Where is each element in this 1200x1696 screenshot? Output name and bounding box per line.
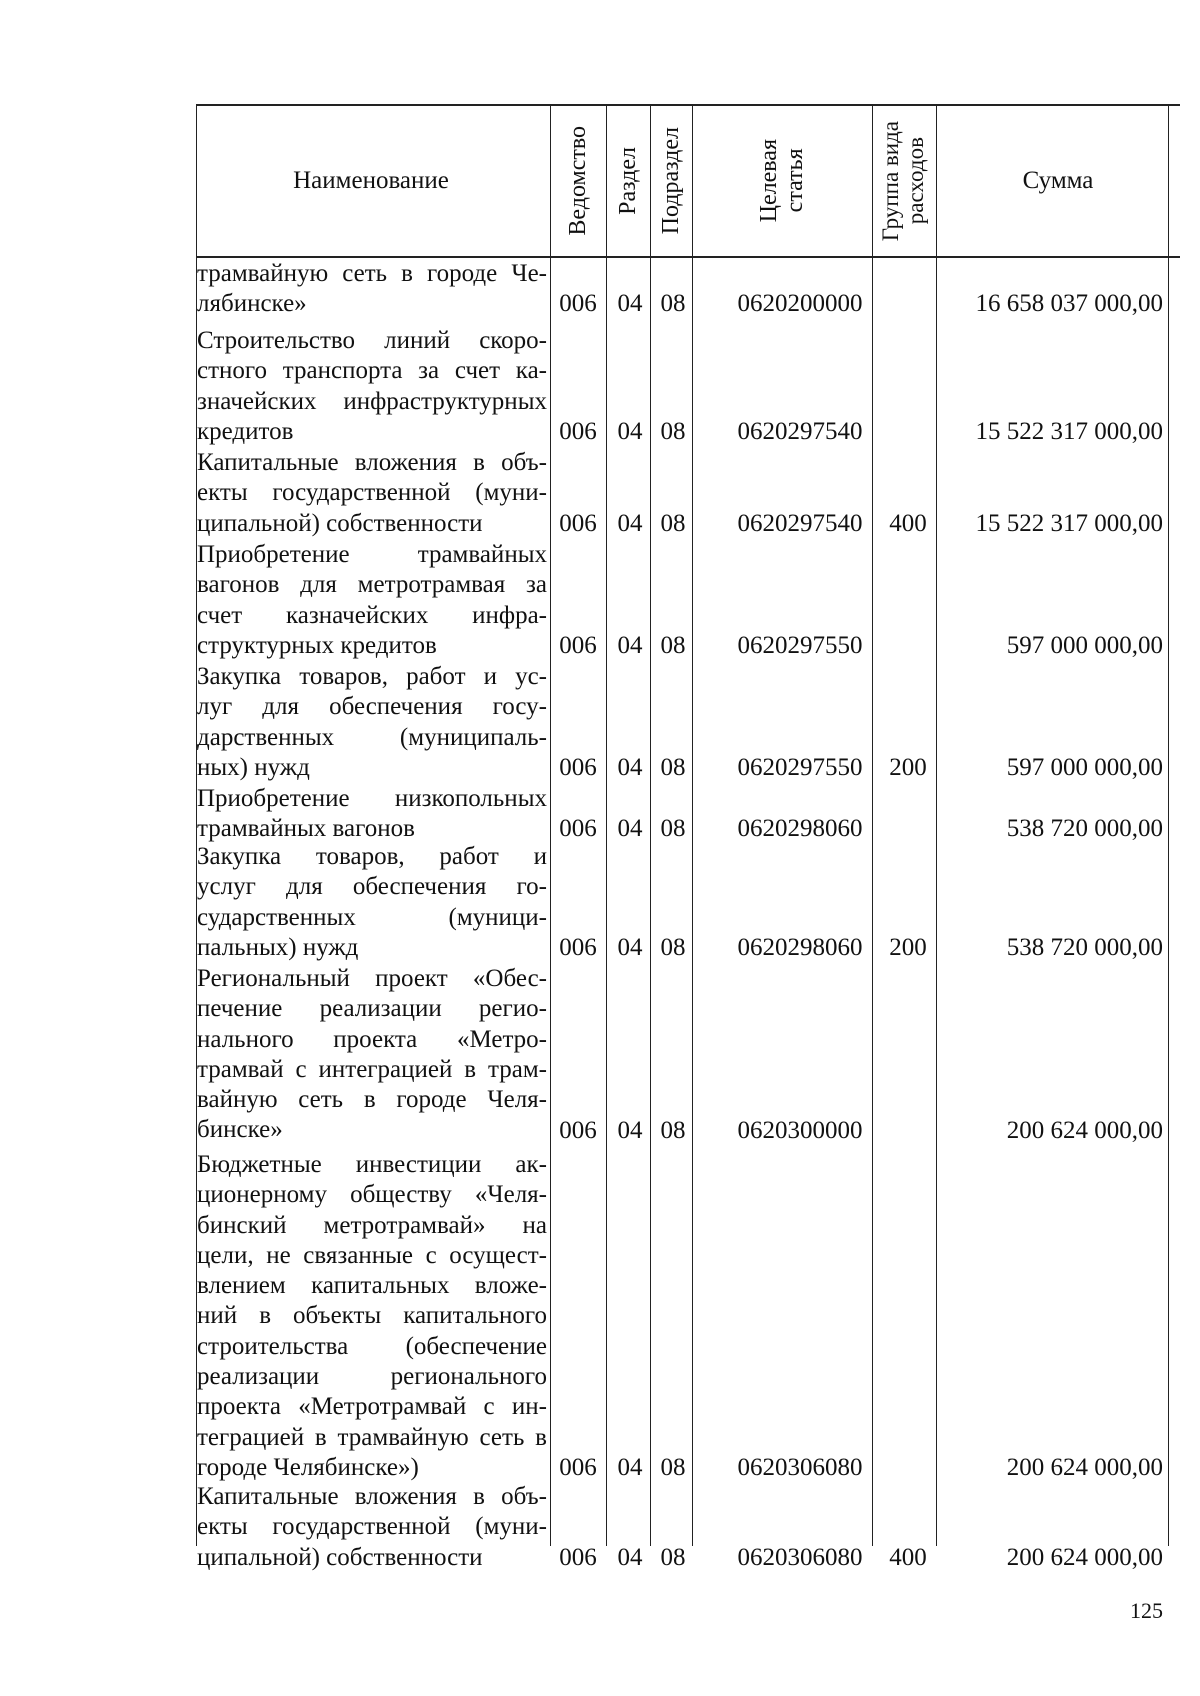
row-name-line: дарственных (муниципаль- <box>197 723 547 751</box>
row-name-line: структурных кредитов <box>197 631 437 659</box>
header-gruppa-cell <box>872 106 934 256</box>
row-podrazdel: 08 <box>660 815 686 843</box>
row-podrazdel: 08 <box>660 631 686 659</box>
row-name-line: ципальной) собственности <box>197 1543 483 1571</box>
row-summa: 15 522 317 000,00 <box>975 417 1163 445</box>
row-celevaya: 0620300000 <box>737 1116 863 1144</box>
row-vedomstvo: 006 <box>559 1116 597 1144</box>
row-razdel: 04 <box>617 1543 643 1571</box>
row-summa: 200 624 000,00 <box>1006 1116 1163 1144</box>
row-gruppa: 400 <box>889 1543 927 1571</box>
row-name <box>197 964 547 1146</box>
row-name-line: нального проекта «Метро- <box>197 1025 547 1053</box>
row-name-line: кредитов <box>197 417 294 445</box>
row-gruppa: 400 <box>889 509 927 537</box>
row-name-line: ний в объекты капитального <box>197 1302 547 1330</box>
row-razdel: 04 <box>617 509 643 537</box>
row-summa: 597 000 000,00 <box>1006 631 1163 659</box>
column-divider <box>606 104 607 1546</box>
row-name <box>197 259 547 320</box>
row-name-line: Капитальные вложения в объ- <box>197 1483 547 1510</box>
row-razdel: 04 <box>617 290 643 318</box>
row-summa: 200 624 000,00 <box>1006 1454 1163 1481</box>
row-name-line: Закупка товаров, работ и <box>197 843 547 870</box>
row-celevaya: 0620306080 <box>737 1543 863 1571</box>
row-gruppa: 200 <box>889 753 927 781</box>
row-name-line: бинский метротрамвай» на <box>197 1211 547 1239</box>
row-podrazdel: 08 <box>660 1543 686 1571</box>
row-vedomstvo: 006 <box>559 631 597 659</box>
row-name-line: луг для обеспечения госу- <box>197 693 547 721</box>
row-name-line: городе Челябинске») <box>197 1453 419 1481</box>
row-celevaya: 0620297550 <box>737 753 863 781</box>
row-name <box>197 448 547 539</box>
table-header <box>196 104 1180 258</box>
row-name-line: трамвайную сеть в городе Че- <box>197 260 547 287</box>
row-celevaya: 0620200000 <box>737 290 863 318</box>
row-name-line: екты государственной (муни- <box>197 1513 547 1541</box>
row-name-line: печение реализации регио- <box>197 995 547 1023</box>
row-name-line: Приобретение низкопольных <box>197 785 547 812</box>
table-border-right <box>1168 104 1169 1546</box>
row-name-line: Строительство линий скоро- <box>197 327 547 354</box>
row-vedomstvo: 006 <box>559 815 597 843</box>
row-vedomstvo: 006 <box>559 509 597 537</box>
column-divider <box>550 104 551 1546</box>
row-razdel: 04 <box>617 753 643 781</box>
row-summa: 16 658 037 000,00 <box>975 290 1163 318</box>
row-summa: 538 720 000,00 <box>1006 933 1163 961</box>
row-razdel: 04 <box>617 417 643 445</box>
row-summa: 15 522 317 000,00 <box>975 509 1163 537</box>
row-celevaya: 0620297540 <box>737 417 863 445</box>
row-name <box>197 784 547 845</box>
row-name-line: реализации регионального <box>197 1363 547 1391</box>
row-razdel: 04 <box>617 1454 643 1481</box>
row-name-line: Региональный проект «Обес- <box>197 965 547 992</box>
row-name-line: Бюджетные инвестиции ак- <box>197 1151 547 1178</box>
header-celevaya: Целевая статья <box>756 139 808 223</box>
row-vedomstvo: 006 <box>559 417 597 445</box>
row-name-line: екты государственной (муни- <box>197 479 547 507</box>
header-summa: Сумма <box>1022 167 1094 194</box>
header-razdel-cell <box>606 106 650 256</box>
row-name-line: трамвайных вагонов <box>197 815 415 843</box>
row-name-line: цели, не связанные с осущест- <box>197 1241 547 1269</box>
row-name-line: Приобретение трамвайных <box>197 541 547 568</box>
row-name-line: теграцией в трамвайную сеть в <box>197 1423 547 1451</box>
row-vedomstvo: 006 <box>559 753 597 781</box>
row-vedomstvo: 006 <box>559 1454 597 1481</box>
row-podrazdel: 08 <box>660 933 686 961</box>
row-name-line: лябинске» <box>197 290 307 318</box>
row-name-line: Капитальные вложения в объ- <box>197 449 547 476</box>
header-vedomstvo-cell <box>550 106 606 256</box>
row-name-line: вайную сеть в городе Челя- <box>197 1086 547 1114</box>
row-podrazdel: 08 <box>660 290 686 318</box>
row-name <box>197 326 547 447</box>
row-podrazdel: 08 <box>660 509 686 537</box>
row-podrazdel: 08 <box>660 1116 686 1144</box>
row-podrazdel: 08 <box>660 1454 686 1481</box>
row-vedomstvo: 006 <box>559 290 597 318</box>
row-name-line: пальных) нужд <box>197 933 359 961</box>
header-summa-cell <box>936 106 1180 256</box>
row-name <box>197 1150 547 1483</box>
row-name <box>197 842 547 963</box>
row-name <box>197 1482 547 1573</box>
row-name-line: услуг для обеспечения го- <box>197 873 547 901</box>
header-celevaya-cell <box>692 106 872 256</box>
header-vedomstvo: Ведомство <box>565 126 591 236</box>
row-vedomstvo: 006 <box>559 1543 597 1571</box>
row-name <box>197 662 547 783</box>
row-name-line: сударственных (муници- <box>197 903 547 931</box>
row-name-line: ных) нужд <box>197 753 310 781</box>
row-celevaya: 0620298060 <box>737 815 863 843</box>
column-divider <box>936 104 937 1546</box>
row-name-line: бинске» <box>197 1116 283 1144</box>
header-podrazdel: Подраздел <box>658 127 684 235</box>
row-name-line: Закупка товаров, работ и ус- <box>197 663 547 690</box>
row-name-line: стного транспорта за счет ка- <box>197 357 547 385</box>
row-name-line: значейских инфраструктурных <box>197 387 547 415</box>
header-podrazdel-cell <box>650 106 692 256</box>
row-name-line: строительства (обеспечение <box>197 1332 547 1360</box>
header-gruppa: Группа вида расходов <box>878 120 928 242</box>
row-name-line: влением капитальных вложе- <box>197 1272 547 1300</box>
row-gruppa: 200 <box>889 933 927 961</box>
row-name-line: проекта «Метротрамвай с ин- <box>197 1393 547 1421</box>
row-summa: 200 624 000,00 <box>1006 1543 1163 1571</box>
row-summa: 538 720 000,00 <box>1006 815 1163 843</box>
row-razdel: 04 <box>617 631 643 659</box>
row-name <box>197 540 547 661</box>
row-name-line: счет казначейских инфра- <box>197 601 547 629</box>
row-celevaya: 0620297540 <box>737 509 863 537</box>
row-name-line: ципальной) собственности <box>197 509 483 537</box>
row-podrazdel: 08 <box>660 417 686 445</box>
row-name-line: трамвай с интеграцией в трам- <box>197 1055 547 1083</box>
row-razdel: 04 <box>617 1116 643 1144</box>
page-number: 125 <box>1130 1598 1163 1623</box>
row-summa: 597 000 000,00 <box>1006 753 1163 781</box>
header-name-cell <box>196 106 546 256</box>
row-vedomstvo: 006 <box>559 933 597 961</box>
row-celevaya: 0620306080 <box>737 1454 863 1481</box>
row-celevaya: 0620298060 <box>737 933 863 961</box>
row-podrazdel: 08 <box>660 753 686 781</box>
row-razdel: 04 <box>617 815 643 843</box>
column-divider <box>650 104 651 1546</box>
row-razdel: 04 <box>617 933 643 961</box>
row-name-line: вагонов для метротрамвая за <box>197 571 547 599</box>
header-name: Наименование <box>293 167 449 194</box>
row-name-line: ционерному обществу «Челя- <box>197 1181 547 1209</box>
header-razdel: Раздел <box>615 147 641 215</box>
row-celevaya: 0620297550 <box>737 631 863 659</box>
